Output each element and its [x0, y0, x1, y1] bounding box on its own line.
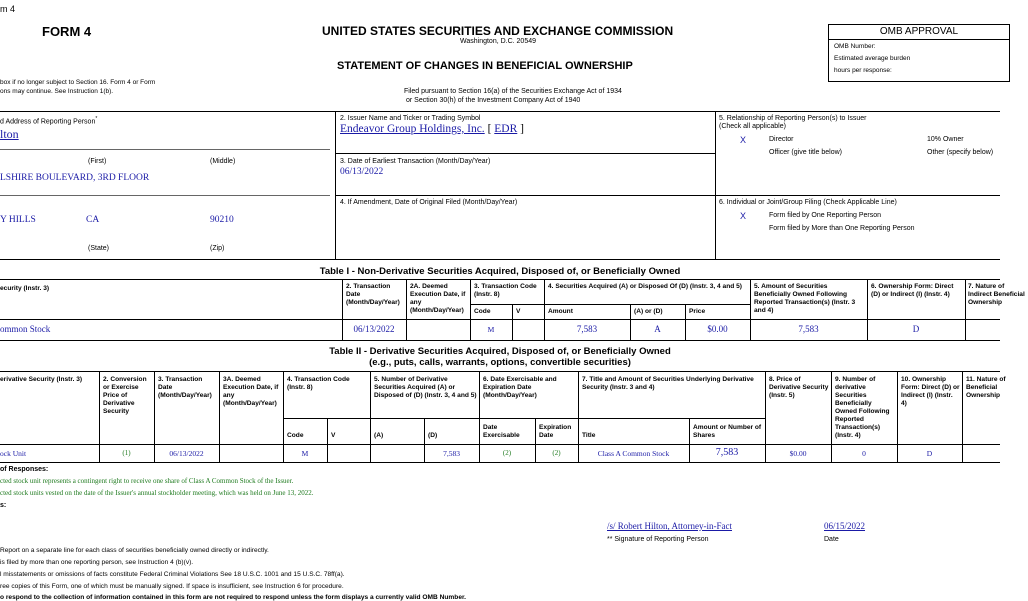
t1-header-acquired: 4. Securities Acquired (A) or Disposed Of (D) (Instr. 3, 4 and 5) [548, 283, 742, 290]
t2-sub-exercisable: Date Exercisable [483, 424, 520, 439]
t2-date: 06/13/2022 [169, 449, 204, 458]
signature-date-link[interactable]: 06/15/2022 [824, 521, 866, 531]
divider [335, 111, 336, 259]
t2-sub-code: Code [287, 432, 304, 439]
t2-header-owned: 9. Number of derivative Securities Beneficially Owned Following Reported Transaction(s) (Instr. 4) [835, 376, 890, 439]
divider [335, 153, 715, 154]
signature-label: ** Signature of Reporting Person [607, 536, 709, 543]
table1-title: Table I - Non-Derivative Securities Acquired, Disposed of, or Beneficially Owned [319, 266, 681, 277]
t2-owned: 0 [862, 449, 866, 458]
director-check-mark[interactable]: X [740, 135, 747, 145]
t1-header-date: 2. Transaction Date (Month/Day/Year) [346, 283, 400, 306]
divider [0, 279, 1000, 280]
officer-label: Officer (give title below) [769, 149, 843, 156]
divider [0, 371, 1000, 372]
t2-header-date: 3. Transaction Date (Month/Day/Year) [158, 376, 212, 399]
footnote-2: cted stock units vested on the date of the Issuer's annual stockholder meeting, which was held on June 13, 2022. [0, 489, 314, 497]
divider [630, 304, 631, 340]
filing-label: 6. Individual or Joint/Group Filing (Check Applicable Line) [719, 199, 897, 206]
issuer-name-link[interactable]: Endeavor Group Holdings, Inc. [340, 123, 485, 135]
t2-header-underlying: 7. Title and Amount of Securities Underlying Derivative Security (Instr. 3 and 4) [582, 376, 754, 391]
t1-sub-amount: Amount [548, 308, 573, 315]
divider [0, 444, 1000, 445]
divider [0, 319, 1000, 320]
one-person-label: Form filed by One Reporting Person [769, 212, 882, 219]
first-name-label: (First) [88, 158, 107, 165]
t1-form: D [912, 324, 920, 334]
t2-expiration: (2) [552, 449, 561, 457]
reporting-person-name-link[interactable]: lton [0, 127, 19, 141]
omb-approval-box [828, 24, 1010, 82]
state-label: (State) [88, 245, 110, 252]
t1-date: 06/13/2022 [353, 324, 395, 334]
filed-pursuant-line1: Filed pursuant to Section 16(a) of the Securities Exchange Act of 1934 [404, 88, 622, 95]
t2-sub-shares: Amount or Number of Shares [693, 424, 762, 439]
footer-line-2: is filed by more than one reporting person, see Instruction 4 (b)(v). [0, 559, 194, 566]
t2-sub-title: Title [582, 432, 596, 439]
divider [370, 371, 371, 462]
zip-label: (Zip) [210, 245, 225, 252]
table2-subtitle: (e.g., puts, calls, warrants, options, convertible securities) [369, 357, 631, 368]
t2-sub-d: (D) [428, 432, 438, 439]
agency-title: UNITED STATES SECURITIES AND EXCHANGE COMMISSION [322, 24, 674, 38]
statement-title: STATEMENT OF CHANGES IN BENEFICIAL OWNERSHIP [337, 60, 633, 72]
director-label: Director [769, 136, 794, 143]
divider [406, 279, 407, 340]
issuer-ticker-link[interactable]: EDR [494, 123, 518, 135]
footer-line-5: o respond to the collection of information contained in this form are not required to respond unless the form displays a currently valid OMB Number. [0, 594, 467, 601]
remarks-label: s: [0, 502, 7, 509]
t2-form: D [926, 449, 933, 458]
other-label: Other (specify below) [927, 149, 994, 156]
divider [0, 462, 1000, 463]
t1-sub-aord: (A) or (D) [634, 308, 663, 315]
city: Y HILLS [0, 215, 36, 225]
divider [965, 279, 966, 340]
table2-title: Table II - Derivative Securities Acquired, Disposed of, or Beneficially Owned [329, 346, 671, 357]
t2-d: 7,583 [443, 449, 460, 458]
t2-sub-a: (A) [374, 432, 384, 439]
t1-code: M [487, 325, 495, 334]
t1-sub-code: Code [474, 308, 491, 315]
t2-code: M [301, 449, 309, 458]
t1-header-deemed: 2A. Deemed Execution Date, if any (Month/Day/Year) [410, 283, 466, 314]
footer-line-3: l misstatements or omissions of facts constitute Federal Criminal Violations See 18 U.S.C. 1001 and 15 U.S.C. 78ff(a). [0, 571, 345, 578]
one-person-check-mark[interactable]: X [740, 211, 747, 221]
omb-burden-label: Estimated average burden [834, 55, 911, 62]
t2-header-price: 8. Price of Derivative Security (Instr. 5) [769, 376, 829, 399]
omb-number-label: OMB Number: [834, 43, 876, 50]
t1-header-owned: 5. Amount of Securities Beneficially Owned Following Reported Transaction(s) (Instr. 3 and 4) [754, 283, 856, 314]
more-persons-label: Form filed by More than One Reporting Person [769, 225, 915, 232]
divider [283, 418, 765, 419]
t2-title: Class A Common Stock [597, 449, 670, 458]
t1-amount: 7,583 [576, 324, 598, 334]
divider [0, 340, 1000, 341]
omb-title: OMB APPROVAL [829, 25, 1009, 40]
form-reference: m 4 [0, 4, 16, 14]
t2-price: $0.00 [789, 449, 807, 458]
divider [715, 111, 716, 259]
t1-price: $0.00 [707, 324, 728, 334]
t2-shares: 7,583 [715, 447, 739, 458]
form-name: FORM 4 [42, 24, 92, 39]
zip: 90210 [210, 215, 234, 225]
omb-hours-label: hours per response: [834, 67, 892, 74]
divider [0, 259, 1000, 260]
divider [0, 111, 1000, 112]
middle-name-label: (Middle) [210, 158, 236, 165]
earliest-transaction-label: 3. Date of Earliest Transaction (Month/Day/Year) [340, 158, 491, 165]
responses-label: of Responses: [0, 466, 49, 473]
t2-header-number: 5. Number of Derivative Securities Acquired (A) or Disposed of (D) (Instr. 3, 4 and 5) [374, 376, 477, 399]
t1-header-security: ecurity (Instr. 3) [0, 285, 50, 292]
divider [0, 195, 330, 196]
signature-date-label: Date [824, 536, 839, 543]
t2-sub-expiration: Expiration Date [539, 424, 572, 439]
reporting-person-label: d Address of Reporting Person* [0, 116, 98, 126]
divider [335, 195, 1000, 196]
divider [962, 371, 963, 462]
t2-header-nature: 11. Nature of Beneficial Ownership [966, 376, 1006, 399]
filed-pursuant-line2: or Section 30(h) of the Investment Company Act of 1940 [406, 97, 581, 104]
earliest-transaction-date: 06/13/2022 [340, 167, 384, 177]
issuer-label: 2. Issuer Name and Ticker or Trading Symbol [340, 115, 481, 122]
divider [685, 304, 686, 340]
t1-header-form: 6. Ownership Form: Direct (D) or Indirect (I) (Instr. 4) [871, 283, 954, 298]
divider [219, 371, 220, 462]
t2-header-deemed: 3A. Deemed Execution Date, if any (Month/Day/Year) [223, 376, 279, 407]
footer-line-4: ree copies of this Form, one of which must be manually signed. If space is insufficient, see Instruction 6 for procedure. [0, 583, 344, 590]
amendment-label: 4. If Amendment, Date of Original Filed (Month/Day/Year) [340, 199, 518, 206]
street-address: LSHIRE BOULEVARD, 3RD FLOOR [0, 173, 150, 183]
relationship-label: 5. Relationship of Reporting Person(s) to Issuer [719, 115, 867, 122]
footnote-1: cted stock unit represents a contingent right to receive one share of Class A Common Stock of the Issuer. [0, 477, 294, 485]
t1-sub-v: V [516, 308, 521, 315]
t1-owned: 7,583 [798, 324, 819, 334]
t1-security: ommon Stock [0, 324, 51, 334]
t2-header-conversion: 2. Conversion or Exercise Price of Derivative Security [103, 376, 147, 415]
issuer-name-row: Endeavor Group Holdings, Inc. [ EDR ] [340, 123, 524, 135]
footer-line-1: Report on a separate line for each class of securities beneficially owned directly or indirectly. [0, 547, 269, 554]
t1-header-nature: 7. Nature of Indirect Beneficial Ownership [968, 283, 1025, 306]
t2-security: ock Unit [0, 449, 27, 458]
t2-header-form: 10. Ownership Form: Direct (D) or Indirect (I) (Instr. 4) [901, 376, 960, 407]
t1-aord: A [654, 324, 661, 334]
divider [0, 149, 330, 150]
t2-conversion: (1) [122, 449, 131, 457]
divider [327, 418, 328, 462]
t2-header-code: 4. Transaction Code (Instr. 8) [287, 376, 350, 391]
t2-header-security: erivative Security (Instr. 3) [0, 376, 83, 383]
t2-header-exercisable: 6. Date Exercisable and Expiration Date (Month/Day/Year) [483, 376, 557, 399]
t2-sub-v: V [331, 432, 336, 439]
checkbox-instruction: box if no longer subject to Section 16. Form 4 or Form ons may continue. See Instruction 1(b). [0, 79, 156, 95]
agency-location: Washington, D.C. 20549 [460, 38, 537, 45]
t1-sub-price: Price [689, 308, 706, 315]
t1-header-code: 3. Transaction Code (Instr. 8) [474, 283, 537, 298]
t2-exercisable: (2) [502, 449, 512, 457]
state: CA [86, 215, 100, 225]
divider [512, 304, 513, 340]
ten-percent-owner-label: 10% Owner [927, 136, 964, 143]
signature-link[interactable]: /s/ Robert Hilton, Attorney-in-Fact [607, 521, 732, 531]
relationship-sub: (Check all applicable) [719, 123, 786, 130]
